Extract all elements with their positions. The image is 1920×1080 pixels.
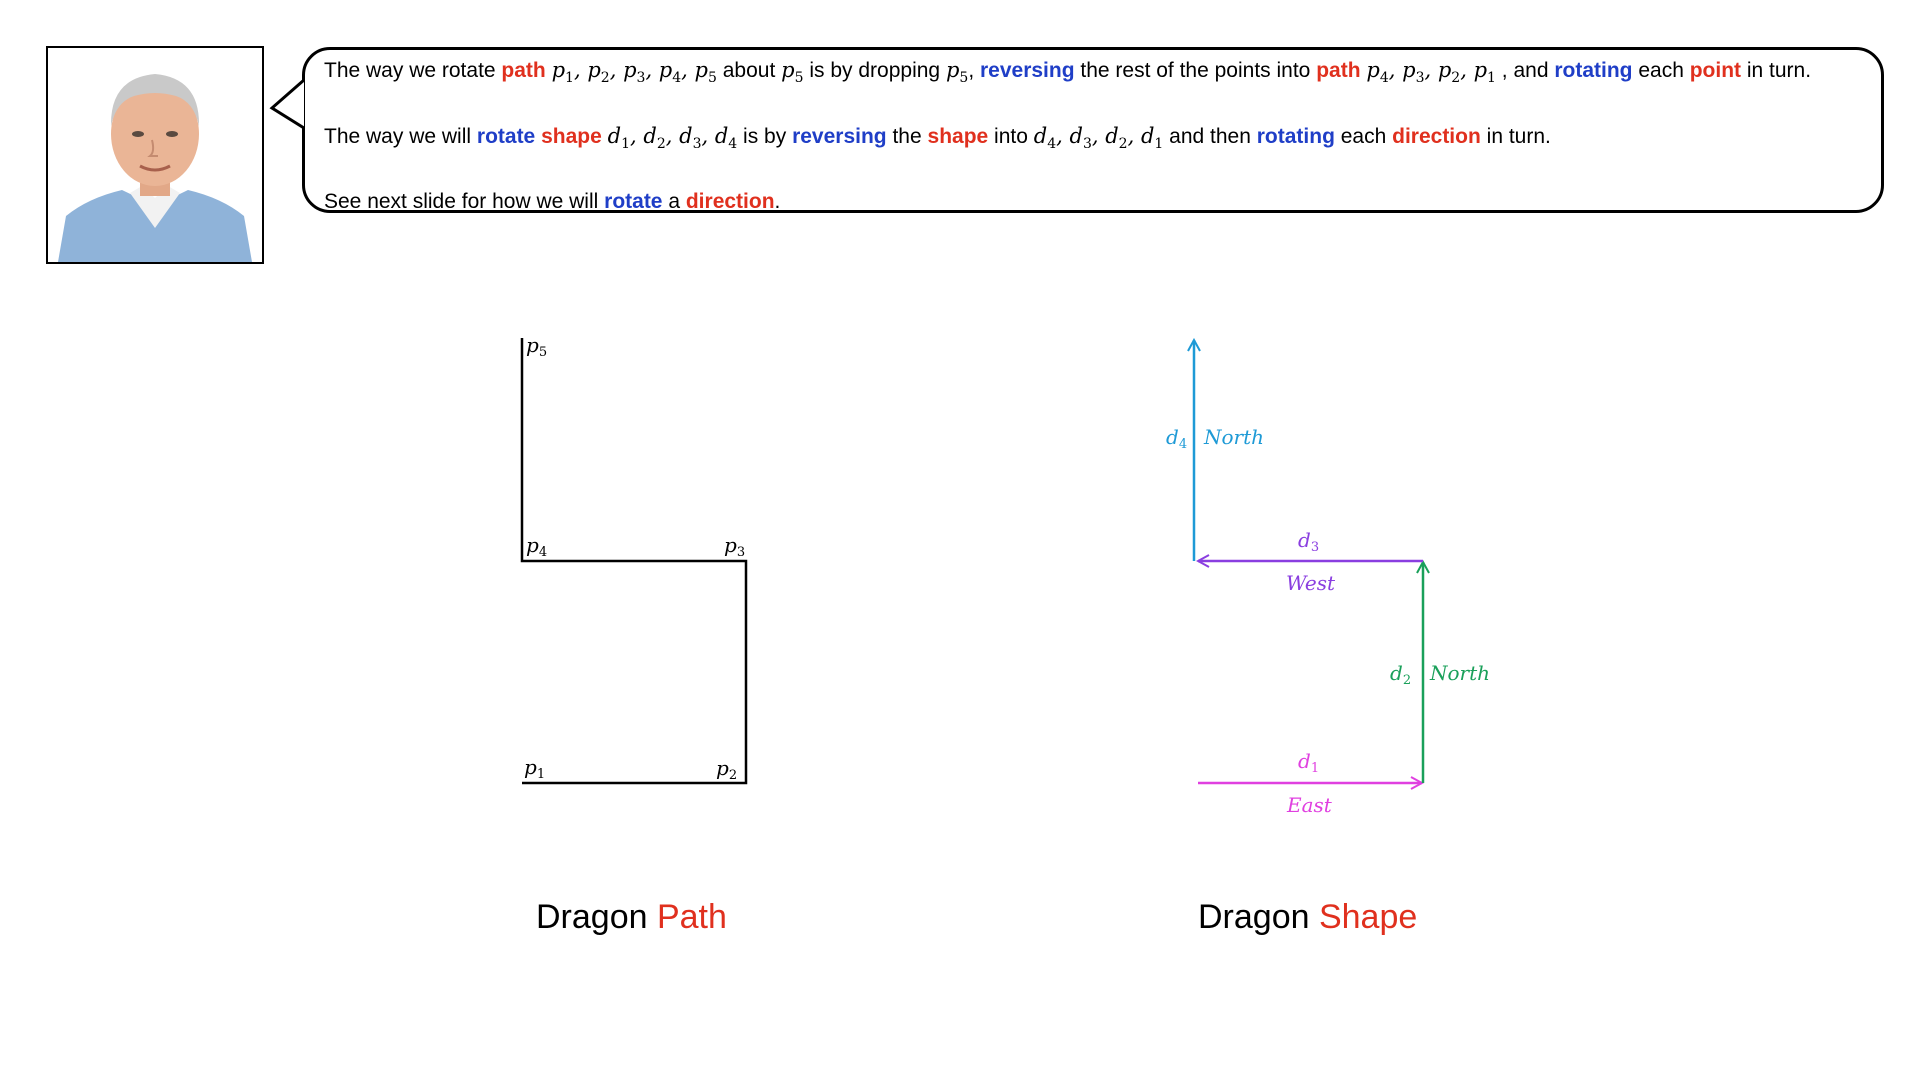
direction-heading-d4: North xyxy=(1204,425,1265,449)
action-term: reversing xyxy=(979,59,1075,82)
text-run: each xyxy=(1334,125,1393,149)
math-symbol: $d_3$ xyxy=(1069,124,1092,153)
text-run: a xyxy=(662,190,686,214)
text-run: . xyxy=(774,190,781,214)
math-symbol: , xyxy=(609,58,624,82)
highlight-term: shape xyxy=(541,125,602,149)
highlight-term: point xyxy=(1689,59,1742,82)
action-term: rotate xyxy=(476,125,536,149)
text-run: each xyxy=(1632,59,1690,82)
math-symbol: $d_1$ xyxy=(607,124,631,153)
math-subscript: 4 xyxy=(1047,136,1057,153)
path-point-label-4: $p_4$ xyxy=(526,533,548,560)
caption-prefix: Dragon xyxy=(536,898,657,936)
math-subscript: 5 xyxy=(707,70,717,87)
math-symbol: , xyxy=(1091,124,1106,149)
math-symbol: $p_2$ xyxy=(1437,58,1461,87)
math-subscript: 2 xyxy=(656,136,666,153)
math-subscript: 2 xyxy=(1118,136,1128,153)
text-run: See next slide for how we will xyxy=(324,190,605,214)
action-term: reversing xyxy=(792,125,887,149)
math-subscript: 3 xyxy=(692,136,702,153)
text-run: into xyxy=(988,125,1034,149)
highlight-term: path xyxy=(501,59,546,82)
path-point-label-1: $p_1$ xyxy=(524,755,546,782)
math-symbol: $d_4$ xyxy=(714,124,738,153)
math-symbol: $p_5$ xyxy=(694,58,717,87)
math-symbol: $p_5$ xyxy=(781,58,804,87)
math-symbol: $d_2$ xyxy=(643,124,666,153)
math-symbol: , xyxy=(630,124,644,149)
math-subscript: 4 xyxy=(672,70,682,87)
text-run: is by xyxy=(737,125,793,149)
path-point-label-5: $p_5$ xyxy=(526,333,548,360)
math-symbol: , xyxy=(665,124,680,149)
math-symbol: $d_3$ xyxy=(679,124,702,153)
direction-heading-d1: East xyxy=(1287,793,1332,817)
math-symbol: $p_2$ xyxy=(587,58,610,87)
text-run: and then xyxy=(1163,125,1257,149)
text-run: The way we rotate xyxy=(324,59,502,82)
action-term: rotating xyxy=(1256,125,1335,149)
math-subscript: 3 xyxy=(1082,136,1092,153)
math-symbol: , xyxy=(701,124,715,149)
math-subscript: 2 xyxy=(600,70,610,87)
math-symbol: , xyxy=(573,58,588,82)
math-symbol: $p_4$ xyxy=(1366,58,1389,87)
math-subscript: 1 xyxy=(565,70,574,87)
text-run: the rest of the points into xyxy=(1074,59,1317,82)
text-run: is by dropping xyxy=(803,59,946,82)
text-run: in turn. xyxy=(1480,125,1551,149)
math-symbol: , xyxy=(1127,124,1141,149)
text-run: about xyxy=(716,59,782,82)
text-run: , xyxy=(968,59,980,82)
math-subscript: 3 xyxy=(1415,70,1425,87)
direction-label-d4: $d_4$ xyxy=(1166,425,1188,452)
math-symbol: , xyxy=(1424,58,1438,82)
caption-highlight: Shape xyxy=(1318,898,1418,936)
action-term: rotating xyxy=(1554,59,1633,82)
direction-label-d2: $d_2$ xyxy=(1390,661,1412,688)
dragon-path-caption xyxy=(536,898,727,937)
highlight-term: direction xyxy=(685,190,775,214)
direction-heading-d2: North xyxy=(1430,661,1491,685)
math-symbol: $p_3$ xyxy=(1402,58,1425,87)
action-term: rotate xyxy=(604,190,663,214)
math-subscript: 1 xyxy=(1487,70,1496,87)
direction-heading-d3: West xyxy=(1286,571,1336,595)
text-run: The way we will xyxy=(324,125,477,149)
math-subscript: 4 xyxy=(1379,70,1389,87)
text-run: in turn. xyxy=(1741,59,1812,82)
caption-prefix: Dragon xyxy=(1198,898,1319,936)
math-subscript: 5 xyxy=(794,70,804,87)
path-point-label-2: $p_2$ xyxy=(716,756,738,783)
dragon-shape-caption xyxy=(1198,898,1417,937)
direction-label-d1: $d_1$ xyxy=(1298,749,1320,776)
math-symbol: $d_1$ xyxy=(1140,124,1164,153)
math-symbol: , xyxy=(1460,58,1474,82)
highlight-term: path xyxy=(1316,59,1361,82)
math-symbol: $p_3$ xyxy=(623,58,646,87)
math-subscript: 2 xyxy=(1451,70,1461,87)
math-symbol: $d_2$ xyxy=(1105,124,1128,153)
math-symbol: $p_1$ xyxy=(1473,58,1496,87)
math-symbol: , xyxy=(645,58,659,82)
math-symbol: $p_1$ xyxy=(551,58,574,87)
dragon-path-diagram xyxy=(522,333,746,783)
math-subscript: 1 xyxy=(621,136,631,153)
highlight-term: shape xyxy=(927,125,989,149)
highlight-term: direction xyxy=(1392,125,1481,149)
dragon-path-line xyxy=(522,338,746,783)
path-point-label-3: $p_3$ xyxy=(724,533,746,560)
math-symbol: , xyxy=(1056,124,1070,149)
math-symbol: , xyxy=(681,58,695,82)
math-subscript: 3 xyxy=(636,70,646,87)
math-subscript: 1 xyxy=(1154,136,1164,153)
text-run: , and xyxy=(1495,59,1555,82)
math-subscript: 4 xyxy=(728,136,738,153)
caption-highlight: Path xyxy=(656,898,727,936)
math-symbol: $p_5$ xyxy=(945,58,969,87)
math-symbol: , xyxy=(1388,58,1403,82)
math-symbol: $p_4$ xyxy=(658,58,682,87)
text-run: the xyxy=(886,125,928,149)
dragon-shape-diagram xyxy=(1166,340,1490,817)
math-subscript: 5 xyxy=(959,70,969,87)
direction-label-d3: $d_3$ xyxy=(1298,528,1320,555)
math-symbol: $d_4$ xyxy=(1033,124,1057,153)
